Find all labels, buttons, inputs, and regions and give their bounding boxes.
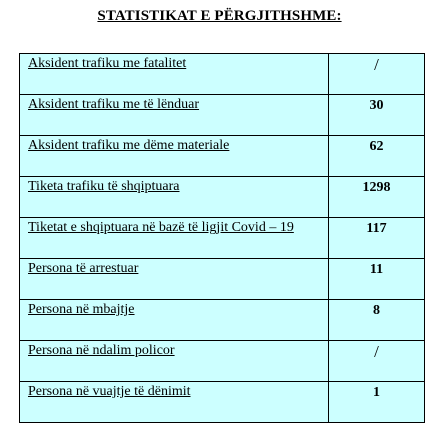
row-label: Tiketat e shqiptuara në bazë të ligjit Covid – 19 — [20, 218, 329, 259]
table-row — [20, 218, 425, 259]
row-value: 1298 — [329, 177, 425, 218]
row-value: 8 — [329, 300, 425, 341]
table-row — [20, 300, 425, 341]
statistics-table — [19, 53, 425, 423]
row-label: Persona në vuajtje të dënimit — [20, 382, 329, 423]
document-title: STATISTIKAT E PËRGJITHSHME: — [97, 8, 342, 24]
row-label: Persona në ndalim policor — [20, 341, 329, 382]
row-value: 1 — [329, 382, 425, 423]
row-label: Aksident trafiku me të lënduar — [20, 95, 329, 136]
row-value: / — [329, 341, 425, 382]
row-label: Aksident trafiku me dëme materiale — [20, 136, 329, 177]
table-row — [20, 382, 425, 423]
table-row — [20, 54, 425, 95]
row-label: Persona në mbajtje — [20, 300, 329, 341]
table-row — [20, 259, 425, 300]
row-value: 62 — [329, 136, 425, 177]
table-row — [20, 95, 425, 136]
table-row — [20, 177, 425, 218]
row-label: Tiketa trafiku të shqiptuara — [20, 177, 329, 218]
row-value: / — [329, 54, 425, 95]
row-label: Persona të arrestuar — [20, 259, 329, 300]
table-row — [20, 136, 425, 177]
table-row — [20, 341, 425, 382]
row-value: 11 — [329, 259, 425, 300]
row-value: 117 — [329, 218, 425, 259]
row-label: Aksident trafiku me fatalitet — [20, 54, 329, 95]
row-value: 30 — [329, 95, 425, 136]
